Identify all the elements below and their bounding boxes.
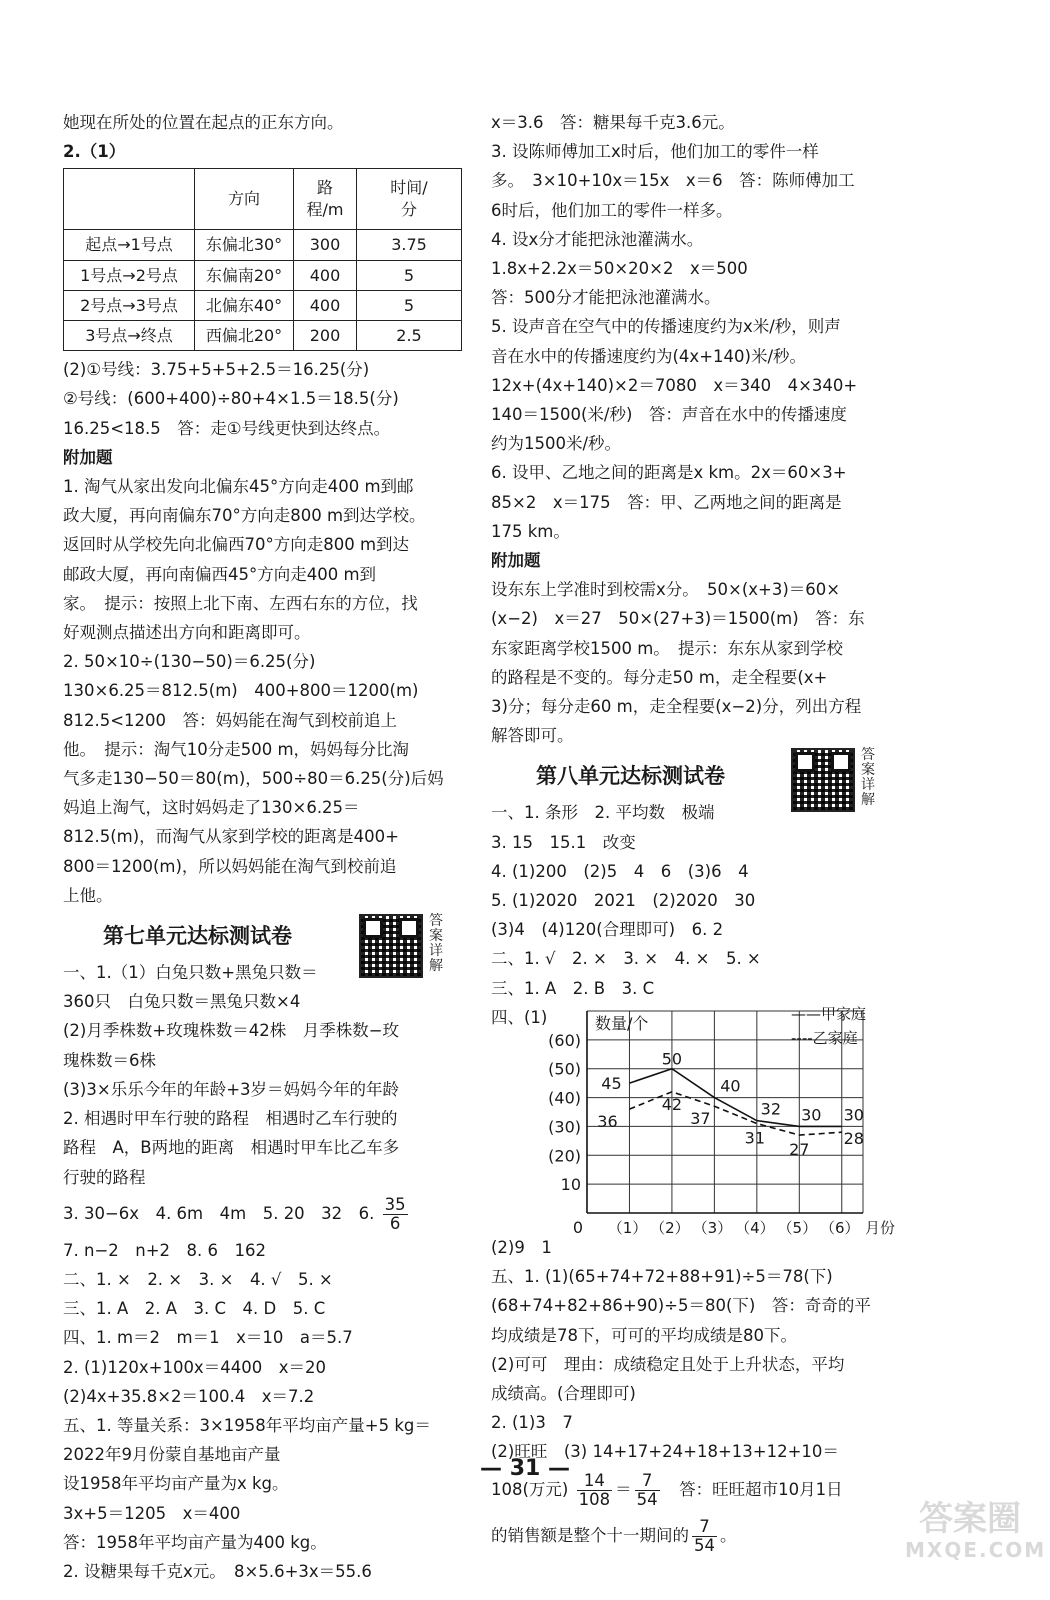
text-line: 二、1. √ 2. × 3. × 4. × 5. × <box>491 949 761 969</box>
y-tick-label: (20) <box>548 1146 581 1166</box>
text-line: 五、1. (1)(65+74+72+88+91)÷5＝78(下) <box>491 1267 833 1287</box>
table-cell: 东偏南20° <box>195 260 294 290</box>
table-cell: 400 <box>294 290 357 320</box>
legend-item: ——甲家庭 <box>791 1004 867 1023</box>
text-line: 4. 设x分才能把泳池灌满水。 <box>491 229 704 249</box>
text-line: 路程 A，B两地的距离 相遇时甲车比乙车多 <box>63 1138 400 1158</box>
text-line: 瑰株数＝6株 <box>63 1050 156 1070</box>
legend-item: ----乙家庭 <box>791 1028 858 1047</box>
fraction-line <box>491 1513 887 1559</box>
text-line: 140＝1500(米/秒) 答：声音在水中的传播速度 <box>491 405 847 425</box>
y-tick-label: (50) <box>548 1059 581 1079</box>
qr-label: 答案详解 <box>429 913 443 975</box>
table-row <box>64 260 462 290</box>
text-line: (3)4 (4)120(合理即可) 6. 2 <box>491 920 724 940</box>
text-line: 他。 提示：淘气10分走500 m，妈妈每分比淘 <box>63 739 410 759</box>
fraction-denominator: 108 <box>578 1489 611 1509</box>
fraction-denominator: 6 <box>389 1213 401 1233</box>
x-tick-label: （1） <box>607 1218 648 1237</box>
fraction-numerator: 35 <box>384 1194 406 1214</box>
direction-table <box>63 168 462 351</box>
text-line: 三、1. A 2. A 3. C 4. D 5. C <box>63 1299 326 1319</box>
data-label: 37 <box>690 1109 711 1129</box>
table-row <box>64 230 462 260</box>
table-header-row <box>64 169 462 230</box>
table-header-cell: 方向 <box>195 169 294 230</box>
fraction-prefix: 3. 30−6x 4. 6m 4m 5. 20 32 6. <box>63 1203 375 1223</box>
table-cell: 1号点→2号点 <box>64 260 195 290</box>
data-label: 28 <box>843 1129 864 1149</box>
y-axis-label: 数量/个 <box>595 1013 649 1033</box>
text-line: 邮政大厦，再向南偏西45°方向走400 m到 <box>63 564 377 584</box>
text-line: 360只 白兔只数＝黑兔只数×4 <box>63 992 301 1012</box>
text-line: 2. 相遇时甲车行驶的路程 相遇时乙车行驶的 <box>63 1109 398 1129</box>
left-column <box>63 108 463 1586</box>
fraction-denominator: 54 <box>636 1489 658 1509</box>
table-cell: 东偏北30° <box>195 230 294 260</box>
table-row <box>64 290 462 320</box>
text-line: 6. 设甲、乙地之间的距离是x km。2x＝60×3+ <box>491 463 847 483</box>
text-line: 85×2 x＝175 答：甲、乙两地之间的距离是 <box>491 492 842 512</box>
text-line: 多。 3×10+10x＝15x x＝6 答：陈师傅加工 <box>491 171 855 191</box>
text-line: 二、1. × 2. × 3. × 4. √ 5. × <box>63 1269 333 1289</box>
text-line: 她现在所处的位置在起点的正东方向。 <box>63 113 344 132</box>
text-line: 的路程是不变的。每分走50 m，走全程要(x+ <box>491 667 828 687</box>
watermark-logo <box>905 1499 1047 1580</box>
right-column <box>491 108 896 1559</box>
text-line: 上他。 <box>63 885 113 905</box>
text-line: 1. 淘气从家出发向北偏东45°方向走400 m到邮 <box>63 477 414 497</box>
text-line: (2)旺旺 (3) 14+17+24+18+13+12+10＝ <box>491 1442 839 1462</box>
page-number: — 31 — <box>480 1456 570 1481</box>
text-line: 812.5(m)，而淘气从家到学校的距离是400+ <box>63 827 400 847</box>
text-line: 解答即可。 <box>491 726 574 746</box>
text-line: (68+74+82+86+90)÷5＝80(下) 答：奇奇的平 <box>491 1296 871 1316</box>
text-line: 音在水中的传播速度约为(4x+140)米/秒。 <box>491 346 807 366</box>
x-tick-label: （4） <box>735 1218 775 1237</box>
text-line: (2)9 1 <box>491 1237 552 1257</box>
data-label: 40 <box>720 1076 741 1096</box>
text-line: 答：1958年平均亩产量为400 kg。 <box>63 1532 327 1552</box>
fraction-suffix: 。 <box>720 1525 737 1545</box>
text-line: 16.25<18.5 答：走①号线更快到达终点。 <box>63 418 391 438</box>
fraction-numerator: 7 <box>635 1472 660 1491</box>
data-label: 31 <box>744 1128 766 1148</box>
fraction <box>692 1518 717 1555</box>
x-tick-label: （6） <box>819 1218 860 1237</box>
text-line: 812.5<1200 答：妈妈能在淘气到校前追上 <box>63 710 398 730</box>
origin-label: 0 <box>572 1217 583 1237</box>
text-line: 4. (1)200 (2)5 4 6 (3)6 4 <box>491 861 749 881</box>
text-line: 3. 设陈师傅加工x时后，他们加工的零件一样 <box>491 142 819 162</box>
fraction <box>383 1196 408 1233</box>
text-line: (x−2) x＝27 50×(27+3)＝1500(m) 答：东 <box>491 609 865 629</box>
data-label: 27 <box>789 1139 810 1159</box>
text-line: ②号线：(600+400)÷80+4×1.5＝18.5(分) <box>63 389 399 409</box>
line-chart <box>491 1003 896 1237</box>
qr-code-icon[interactable] <box>791 748 855 812</box>
fraction-numerator: 7 <box>692 1518 717 1537</box>
text-line: 1.8x+2.2x＝50×20×2 x＝500 <box>491 259 748 279</box>
fraction-suffix: 答：旺旺超市10月1日 <box>662 1479 843 1499</box>
data-label: 30 <box>801 1105 822 1125</box>
text-line: 政大厦，再向南偏东70°方向走800 m到达学校。 <box>63 506 426 526</box>
table-cell: 北偏东40° <box>195 290 294 320</box>
text-line: 家。 提示：按照上北下南、左西右东的方位，找 <box>63 593 418 613</box>
header-distance: 路程/m <box>306 178 344 220</box>
line-chart-svg <box>491 1003 896 1237</box>
table-cell: 起点→1号点 <box>64 230 195 260</box>
table-cell: 5 <box>357 290 462 320</box>
text-line: 一、1. 条形 2. 平均数 极端 <box>491 803 715 823</box>
text-line: 三、1. A 2. B 3. C <box>491 978 655 998</box>
y-tick-label: 10 <box>560 1175 581 1195</box>
text-line: 7. n−2 n+2 8. 6 162 <box>63 1240 267 1260</box>
table-cell: 2号点→3号点 <box>64 290 195 320</box>
text-line: 成绩高。(合理即可) <box>491 1383 636 1403</box>
text-line: 3x+5＝1205 x＝400 <box>63 1503 241 1523</box>
fraction-prefix: 的销售额是整个十一期间的 <box>491 1525 689 1545</box>
qr-code-icon[interactable] <box>359 914 423 978</box>
fraction-denominator: 54 <box>694 1535 715 1555</box>
text-line: 2. 设糖果每千克x元。 8×5.6+3x＝55.6 <box>63 1561 372 1581</box>
text-line: 行驶的路程 <box>63 1167 146 1187</box>
unit8-title: 第八单元达标测试卷 <box>536 764 725 789</box>
text-line: (2)可可 理由：成绩稳定且处于上升状态，平均 <box>491 1354 845 1374</box>
table-cell: 西偏北20° <box>195 321 294 351</box>
text-line: 答：500分才能把泳池灌满水。 <box>491 288 721 308</box>
header-time: 时间/分 <box>390 178 428 220</box>
text-line: 约为1500米/秒。 <box>491 434 622 454</box>
text-line: (2)①号线：3.75+5+5+2.5＝16.25(分) <box>63 360 370 380</box>
qr-label: 答案详解 <box>861 747 875 809</box>
data-label: 50 <box>661 1049 683 1069</box>
text-line: 3)分；每分走60 m，走全程要(x−2)分，列出方程 <box>491 697 862 717</box>
data-label: 30 <box>843 1105 864 1125</box>
chart-question-label: 四、(1) <box>491 1007 548 1027</box>
text-line: 气多走130−50＝80(m)，500÷80＝6.25(分)后妈 <box>63 769 444 789</box>
text-line: 3. 15 15.1 改变 <box>491 832 636 852</box>
text-line: 妈追上淘气，这时妈妈走了130×6.25＝ <box>63 798 360 818</box>
x-tick-label: （3） <box>692 1218 733 1237</box>
text-line: 6时后，他们加工的零件一样多。 <box>491 200 733 220</box>
table-cell: 400 <box>294 260 357 290</box>
text-line: 800＝1200(m)，所以妈妈能在淘气到校前追 <box>63 856 397 876</box>
text-line: 5. 设声音在空气中的传播速度约为x米/秒，则声 <box>491 317 841 337</box>
table-header-cell <box>64 169 195 230</box>
table-cell: 3.75 <box>357 230 462 260</box>
watermark-bottom: MXQE.COM <box>905 1538 1047 1562</box>
fraction-prefix: 108(万元) <box>491 1479 569 1499</box>
unit8-heading-row <box>491 747 887 809</box>
section-heading-extra: 附加题 <box>491 551 541 571</box>
fraction-line <box>63 1192 463 1236</box>
text-line: 175 km。 <box>491 521 570 541</box>
text-line: 2. (1)120x+100x＝4400 x＝20 <box>63 1357 326 1377</box>
data-label: 36 <box>597 1112 618 1132</box>
table-cell: 2.5 <box>357 321 462 351</box>
y-tick-label: (60) <box>548 1030 581 1050</box>
y-tick-label: (40) <box>548 1088 581 1108</box>
text-line: 5. (1)2020 2021 (2)2020 30 <box>491 891 756 911</box>
section-heading-extra: 附加题 <box>63 447 113 467</box>
data-label: 45 <box>601 1074 622 1094</box>
text-line: (2)月季株数+玫瑰株数＝42株 月季株数−玫 <box>63 1021 400 1041</box>
watermark-top: 答案圈 <box>919 1499 1021 1539</box>
text-line: 返回时从学校先向北偏西70°方向走800 m到达 <box>63 535 410 555</box>
fraction-numerator: 14 <box>577 1472 613 1491</box>
table-header-cell <box>357 169 462 230</box>
x-tick-label: （5） <box>777 1218 818 1237</box>
y-tick-label: (30) <box>548 1117 581 1137</box>
x-tick-label: （2） <box>650 1218 690 1237</box>
text-line: 五、1. 等量关系：3×1958年平均亩产量+5 kg＝ <box>63 1415 431 1435</box>
data-label: 42 <box>661 1094 683 1114</box>
text-line: 好观测点描述出方向和距离即可。 <box>63 623 311 643</box>
question-number: 2.（1） <box>63 142 126 162</box>
text-line: 东家距离学校1500 m。 提示：东东从家到学校 <box>491 638 844 658</box>
x-axis-label: 月份 <box>865 1218 896 1237</box>
table-header-cell <box>294 169 357 230</box>
text-line: 12x+(4x+140)×2＝7080 x＝340 4×340+ <box>491 375 858 395</box>
equals-sign: ＝ <box>615 1479 632 1499</box>
text-line: 2. (1)3 7 <box>491 1413 573 1433</box>
text-line: 四、1. m＝2 m＝1 x＝10 a＝5.7 <box>63 1328 353 1348</box>
text-line: 设1958年平均亩产量为x kg。 <box>63 1474 289 1494</box>
table-row <box>64 321 462 351</box>
text-line: x＝3.6 答：糖果每千克3.6元。 <box>491 113 735 132</box>
text-line: 均成绩是78下，可可的平均成绩是80下。 <box>491 1325 797 1345</box>
text-line: 2022年9月份蒙自基地亩产量 <box>63 1445 281 1465</box>
data-label: 32 <box>760 1099 782 1119</box>
text-line: (3)3×乐乐今年的年龄+3岁＝妈妈今年的年龄 <box>63 1079 400 1099</box>
unit7-title: 第七单元达标测试卷 <box>103 924 292 949</box>
table-cell: 200 <box>294 321 357 351</box>
text-line: 130×6.25＝812.5(m) 400+800＝1200(m) <box>63 681 419 701</box>
table-cell: 5 <box>357 260 462 290</box>
text-line: 一、1.（1）白兔只数+黑兔只数＝ <box>63 963 318 983</box>
table-cell: 3号点→终点 <box>64 321 195 351</box>
text-line: 2. 50×10÷(130−50)＝6.25(分) <box>63 652 316 672</box>
text-line: (2)4x+35.8×2＝100.4 x＝7.2 <box>63 1386 315 1406</box>
text-line: 设东东上学准时到校需x分。 50×(x+3)＝60× <box>491 580 841 600</box>
table-cell: 300 <box>294 230 357 260</box>
